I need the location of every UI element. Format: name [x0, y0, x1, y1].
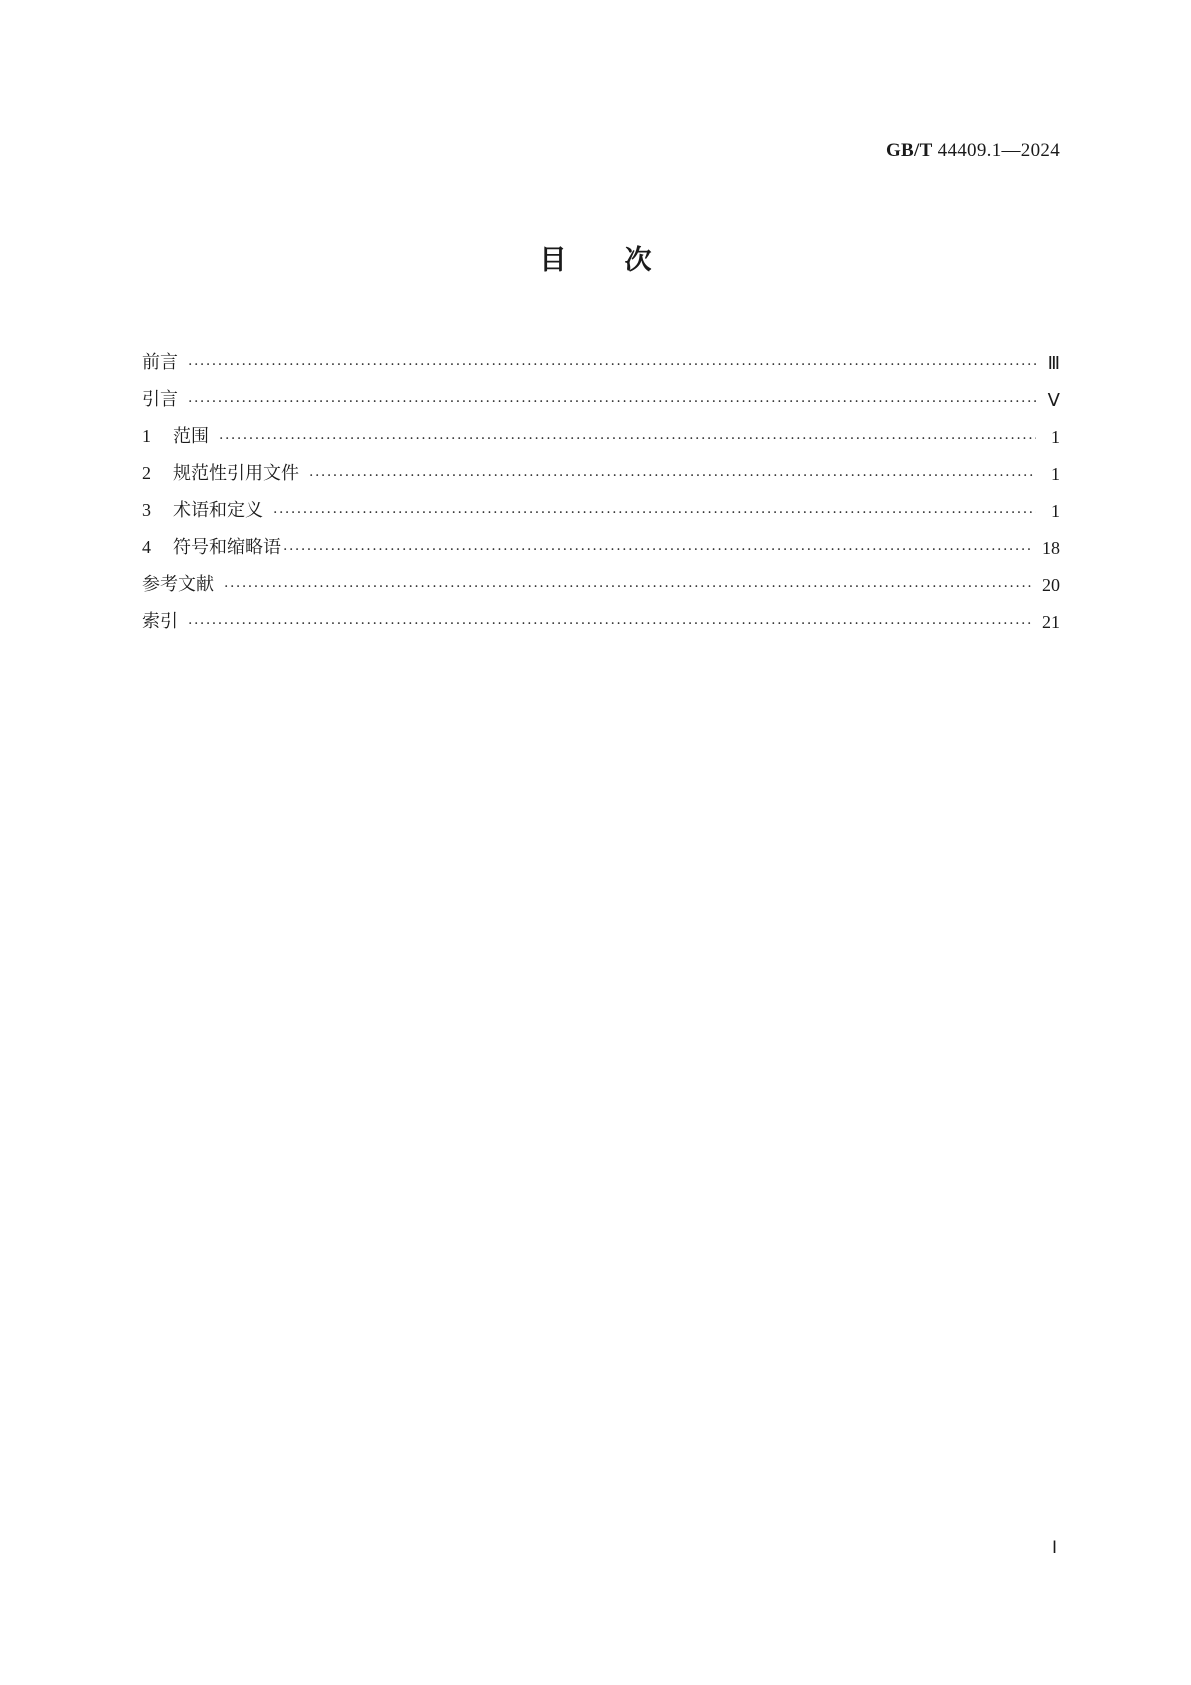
toc-entry-number: 3 [142, 500, 151, 520]
toc-entry-text: 符号和缩略语 [173, 537, 281, 558]
toc-entry-terms-definitions[interactable] [142, 485, 1060, 522]
toc-leader-dots [188, 356, 1036, 374]
toc-entry-text: 范围 [173, 426, 209, 447]
toc-entry-page: 1 [1051, 464, 1060, 484]
toc-entry-label [142, 385, 178, 411]
table-of-contents [142, 337, 1060, 633]
standard-prefix: GB/T [885, 140, 933, 161]
toc-entry-label [142, 533, 281, 559]
toc-entry-label [142, 459, 299, 485]
toc-leader-dots [273, 504, 1036, 522]
toc-entry-symbols-abbreviations[interactable] [142, 522, 1060, 559]
toc-leader-dots [188, 393, 1036, 411]
toc-entry-text: 引言 [142, 389, 178, 410]
toc-entry-page: Ⅴ [1047, 390, 1060, 410]
toc-entry-page: 1 [1051, 427, 1060, 447]
toc-entry-index[interactable] [142, 596, 1060, 633]
page-number: Ⅰ [1051, 1538, 1057, 1557]
toc-entry-text: 索引 [142, 611, 178, 632]
standard-code: 44409.1—2024 [937, 140, 1060, 161]
toc-leader-dots [224, 578, 1032, 596]
toc-entry-label [142, 348, 178, 374]
toc-entry-page: 20 [1042, 575, 1060, 595]
toc-leader-dots [188, 615, 1032, 633]
toc-entry-label [142, 607, 178, 633]
toc-entry-number: 2 [142, 463, 151, 483]
toc-entry-scope[interactable] [142, 411, 1060, 448]
toc-entry-page: 1 [1051, 501, 1060, 521]
page-title: 目次 [539, 245, 710, 276]
toc-entry-page: 18 [1042, 538, 1060, 558]
toc-leader-dots [219, 430, 1036, 448]
toc-entry-text: 术语和定义 [173, 500, 263, 521]
toc-entry-label [142, 496, 263, 522]
toc-entry-page: Ⅲ [1047, 353, 1060, 373]
toc-entry-label [142, 422, 209, 448]
toc-entry-number: 4 [142, 537, 151, 557]
toc-entry-text: 规范性引用文件 [173, 463, 299, 484]
toc-leader-dots [309, 467, 1036, 485]
standard-number [886, 140, 1060, 162]
toc-entry-number: 1 [142, 426, 151, 446]
toc-entry-normative-references[interactable] [142, 448, 1060, 485]
toc-entry-introduction[interactable] [142, 374, 1060, 411]
toc-leader-dots [283, 541, 1032, 559]
toc-entry-text: 前言 [142, 352, 178, 373]
toc-entry-page: 21 [1042, 612, 1060, 632]
toc-entry-text: 参考文献 [142, 574, 214, 595]
toc-entry-foreword[interactable] [142, 337, 1060, 374]
toc-entry-bibliography[interactable] [142, 559, 1060, 596]
toc-entry-label [142, 570, 214, 596]
